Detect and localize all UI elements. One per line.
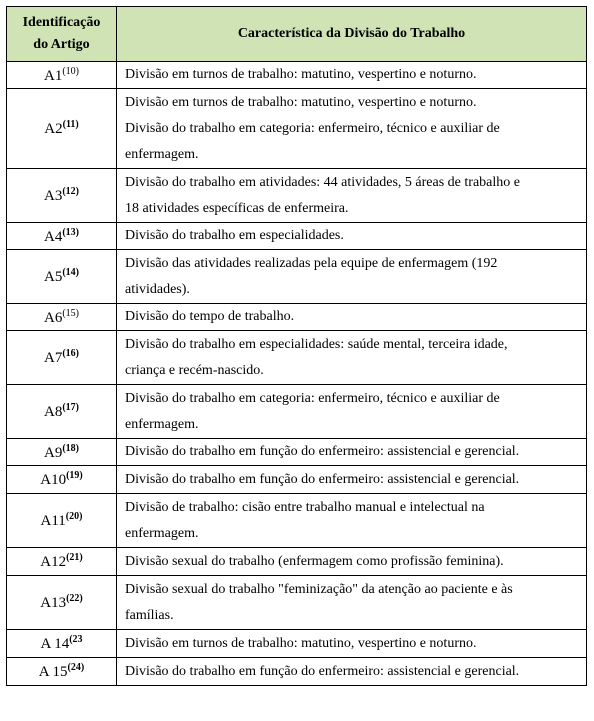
article-id: A 14: [40, 636, 70, 652]
characteristic-line: Divisão do trabalho em função do enfermeiro: assistencial e gerencial.: [125, 663, 520, 679]
table-row: [7, 494, 587, 548]
article-ref: (14): [62, 267, 79, 278]
table-row: [7, 630, 587, 658]
article-id: A6: [43, 309, 63, 326]
characteristic-cell: [117, 331, 587, 385]
characteristic-cell: [117, 169, 587, 223]
table-row: [7, 331, 587, 385]
article-id-cell: [7, 658, 117, 686]
characteristic-cell: [117, 89, 587, 169]
table-row: [7, 466, 587, 494]
article-ref: (22): [66, 593, 83, 604]
characteristic-line: enfermagem.: [125, 416, 199, 432]
article-ref: (24): [67, 662, 85, 673]
characteristic-line: Divisão do trabalho em atividades: 44 atividades, 5 áreas de trabalho e: [125, 174, 520, 190]
characteristic-line: Divisão do trabalho em categoria: enfermeiro, técnico e auxiliar de: [125, 390, 500, 406]
table-row: [7, 658, 587, 686]
article-ref: (12): [62, 186, 79, 197]
article-id-cell: [7, 169, 117, 223]
article-id: A11: [40, 513, 66, 529]
header-row: [7, 7, 587, 62]
table-row: [7, 439, 587, 466]
characteristic-line: Divisão do trabalho em função do enfermeiro: assistencial e gerencial.: [125, 444, 520, 459]
article-id-cell: [7, 385, 117, 439]
characteristic-cell: [117, 466, 587, 494]
article-id: A10: [40, 472, 67, 488]
article-id: A3: [43, 188, 63, 204]
characteristic-line: famílias.: [125, 607, 174, 623]
characteristic-line: Divisão do trabalho em função do enfermeiro: assistencial e gerencial.: [125, 471, 520, 487]
article-id: A9: [43, 444, 63, 461]
characteristic-cell: [117, 576, 587, 630]
article-id-cell: [7, 630, 117, 658]
characteristic-line: atividades).: [125, 281, 190, 297]
article-id-cell: [7, 62, 117, 89]
article-id-cell: [7, 304, 117, 331]
characteristic-cell: [117, 439, 587, 466]
article-ref: (21): [66, 552, 83, 563]
characteristic-line: Divisão sexual do trabalho "feminização" da atenção ao paciente e às: [125, 581, 513, 597]
characteristic-line: enfermagem.: [125, 146, 199, 162]
characteristic-line: Divisão sexual do trabalho (enfermagem como profissão feminina).: [125, 553, 504, 569]
header-characteristic: Característica da Divisão do Trabalho: [117, 7, 587, 62]
table-body: [7, 62, 587, 686]
article-ref: (23: [69, 634, 83, 645]
table-row: [7, 548, 587, 576]
article-id-cell: [7, 89, 117, 169]
article-id-cell: [7, 439, 117, 466]
article-ref: (19): [66, 470, 83, 481]
characteristic-line: Divisão das atividades realizadas pela equipe de enfermagem (192: [125, 255, 498, 271]
characteristic-line: Divisão em turnos de trabalho: matutino, vespertino e noturno.: [125, 635, 477, 651]
article-id: A7: [43, 350, 63, 366]
characteristic-line: Divisão em turnos de trabalho: matutino, vespertino e noturno.: [125, 67, 477, 82]
characteristic-line: Divisão em turnos de trabalho: matutino, vespertino e noturno.: [125, 94, 477, 110]
article-id-cell: [7, 250, 117, 304]
characteristic-cell: [117, 658, 587, 686]
characteristic-cell: [117, 548, 587, 576]
characteristic-line: criança e recém-nascido.: [125, 362, 264, 378]
article-ref: (17): [62, 402, 79, 413]
article-ref: (20): [65, 511, 83, 522]
characteristic-cell: [117, 62, 587, 89]
characteristic-line: enfermagem.: [125, 525, 199, 541]
characteristic-cell: [117, 494, 587, 548]
article-id: A8: [43, 404, 63, 420]
table-row: [7, 576, 587, 630]
article-id-cell: [7, 331, 117, 385]
table-row: [7, 89, 587, 169]
characteristic-line: Divisão do trabalho em especialidades: saúde mental, terceira idade,: [125, 336, 508, 352]
article-id-cell: [7, 494, 117, 548]
header-article-id-line2: do Artigo: [33, 37, 90, 52]
division-of-work-table: [6, 6, 587, 686]
characteristic-cell: [117, 223, 587, 250]
article-ref: (15): [62, 307, 79, 319]
article-ref: (18): [62, 442, 79, 454]
characteristic-cell: [117, 250, 587, 304]
article-id: A 15: [38, 664, 68, 680]
article-ref: (10): [62, 65, 79, 77]
characteristic-line: Divisão do trabalho em especialidades.: [125, 228, 344, 243]
characteristic-line: Divisão do trabalho em categoria: enfermeiro, técnico e auxiliar de: [125, 120, 500, 136]
header-article-id: [7, 7, 117, 62]
article-ref: (11): [62, 119, 79, 130]
characteristic-cell: [117, 385, 587, 439]
article-id: A13: [40, 595, 67, 611]
table-row: [7, 385, 587, 439]
table-row: [7, 223, 587, 250]
article-id-cell: [7, 576, 117, 630]
article-id-cell: [7, 548, 117, 576]
characteristic-cell: [117, 304, 587, 331]
article-id: A4: [43, 228, 63, 245]
header-article-id-line1: Identificação: [22, 15, 101, 30]
article-ref: (13): [62, 226, 79, 238]
table-row: [7, 62, 587, 89]
article-id-cell: [7, 223, 117, 250]
table-row: [7, 169, 587, 223]
article-id: A12: [40, 554, 67, 570]
characteristic-line: Divisão de trabalho: cisão entre trabalho manual e intelectual na: [125, 499, 485, 515]
characteristic-line: 18 atividades específicas de enfermeira.: [125, 200, 349, 216]
table-row: [7, 304, 587, 331]
article-ref: (16): [62, 348, 79, 359]
characteristic-cell: [117, 630, 587, 658]
article-id-cell: [7, 466, 117, 494]
article-id: A1: [43, 67, 63, 84]
article-id: A2: [44, 121, 63, 137]
article-id: A5: [43, 269, 63, 285]
characteristic-line: Divisão do tempo de trabalho.: [125, 309, 295, 324]
table-row: [7, 250, 587, 304]
